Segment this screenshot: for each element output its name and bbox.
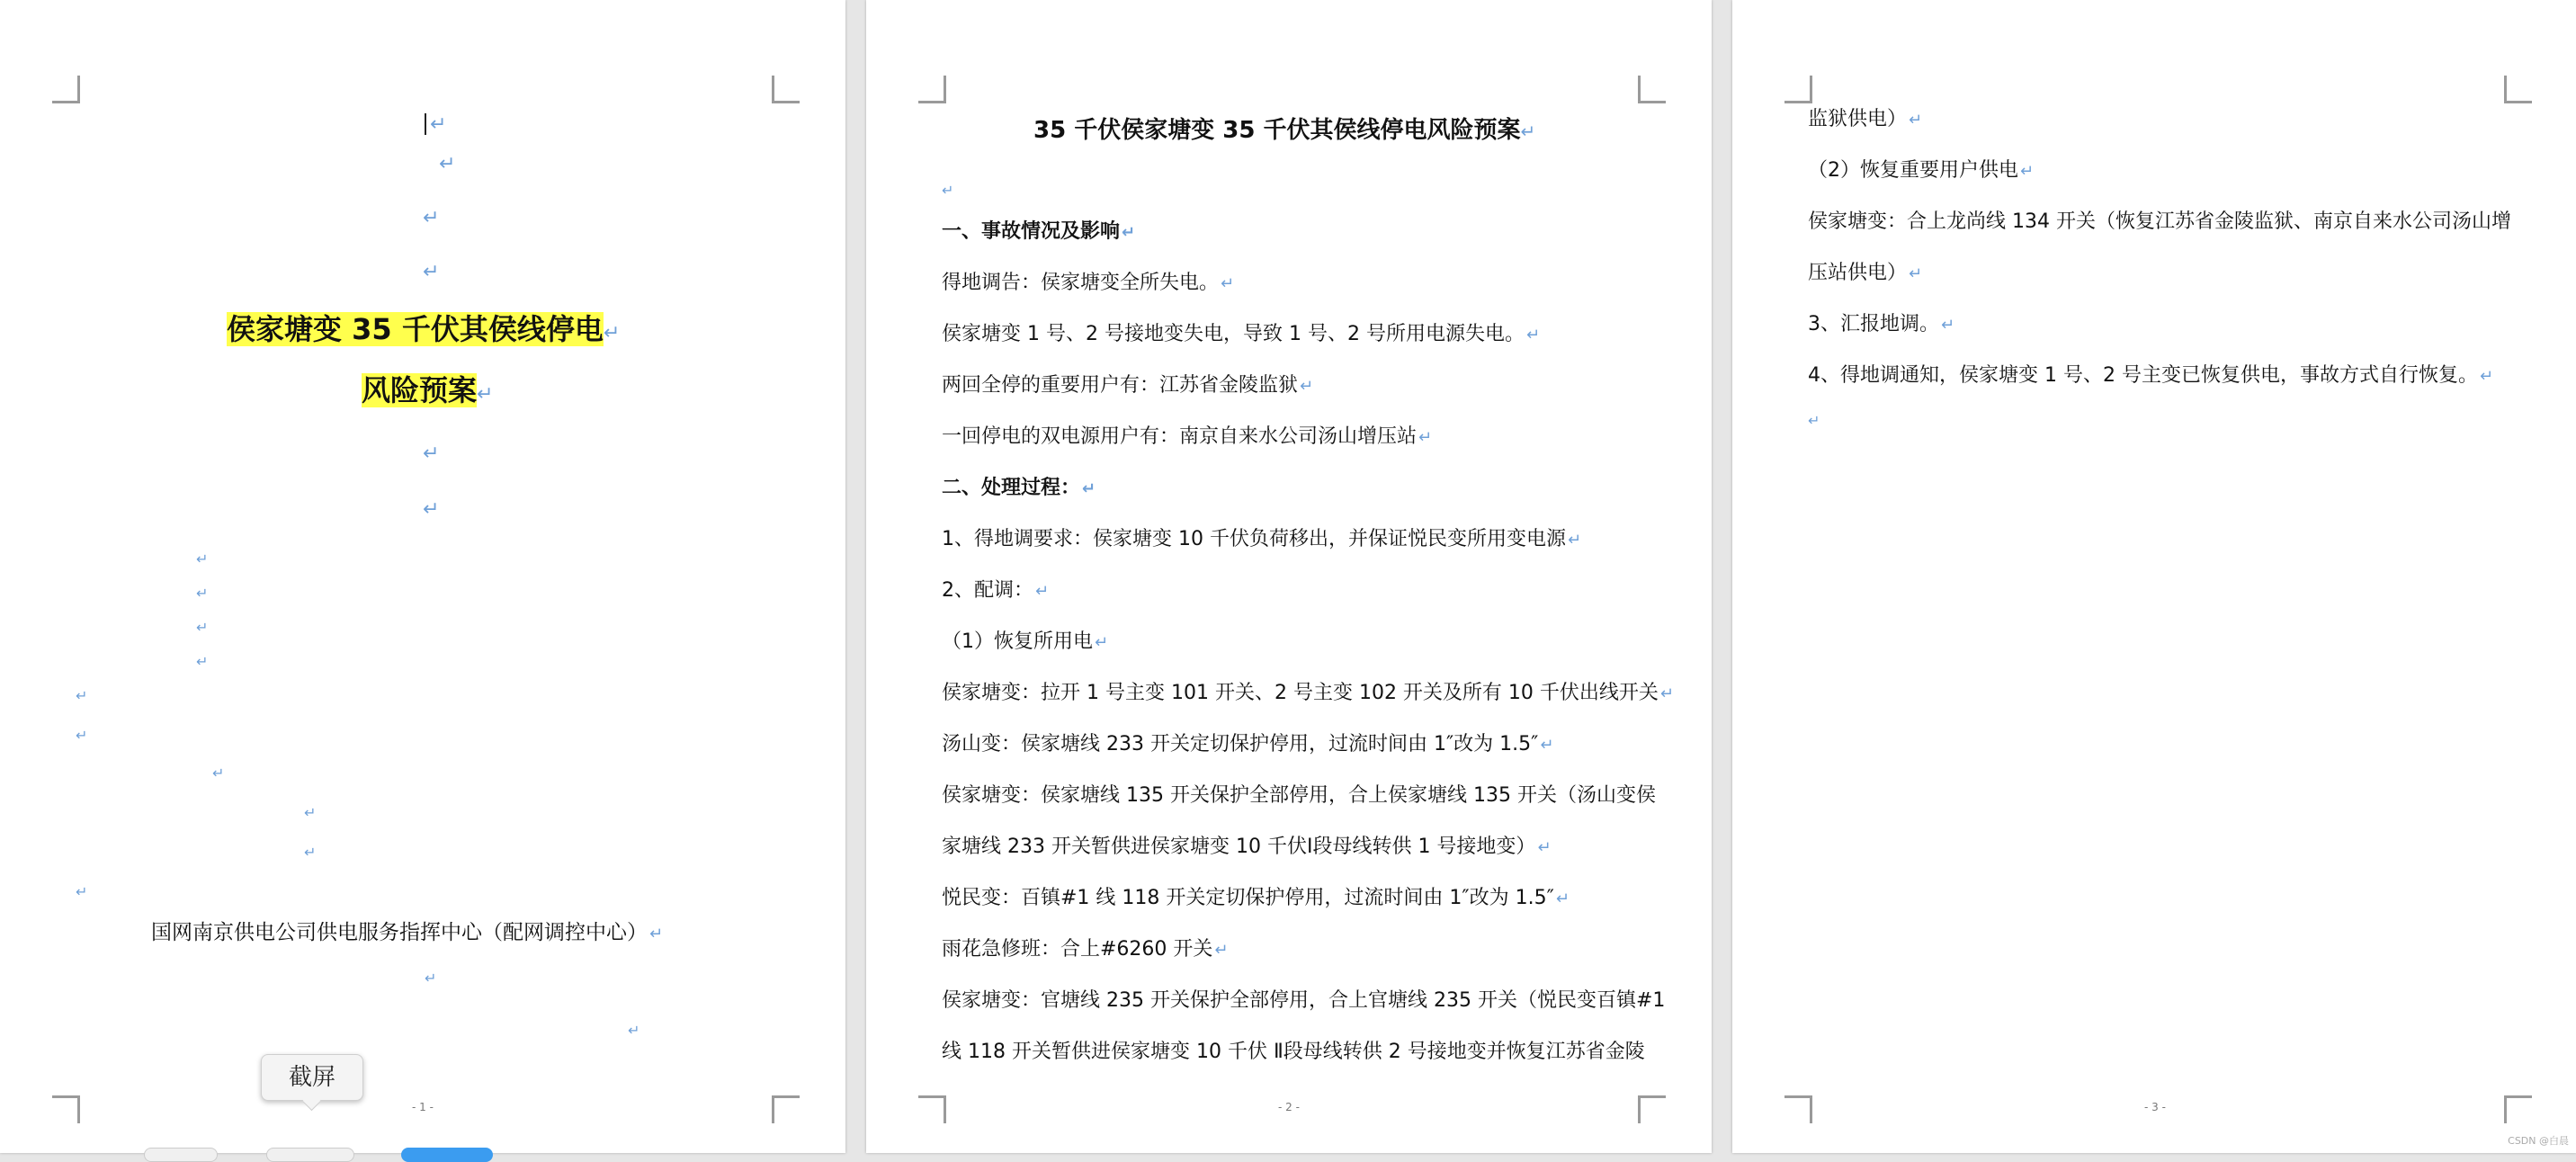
- body-line: [1808, 106, 1922, 133]
- section-heading: [942, 219, 1135, 246]
- paragraph-mark: ↵: [1567, 531, 1582, 550]
- crop-mark: [772, 76, 800, 103]
- paragraph-mark: ↵: [76, 687, 88, 704]
- paragraph-mark: ↵: [1300, 377, 1314, 396]
- body-line: [1808, 209, 2511, 236]
- document-page-1: [0, 0, 845, 1153]
- dock-button-active[interactable]: [401, 1148, 493, 1162]
- paragraph-mark: ↵: [1418, 428, 1433, 447]
- org-text: 国网南京供电公司供电服务指挥中心（配网调控中心）: [151, 921, 648, 944]
- line-text: 家塘线 233 开关暂供进侯家塘变 10 千伏Ⅰ段母线转供 1 号接地变）: [942, 836, 1536, 858]
- crop-mark: [918, 1095, 946, 1123]
- line-text: 雨花急修班：合上#6260 开关: [942, 938, 1213, 961]
- paragraph-mark: ↵: [628, 1022, 640, 1039]
- crop-mark: [2504, 1095, 2532, 1123]
- line-text: 监狱供电）: [1808, 108, 1908, 130]
- line-text: 汤山变：侯家塘线 233 开关定切保护停用，过流时间由 1″改为 1.5″: [942, 733, 1539, 755]
- body-line: [942, 526, 1581, 553]
- body-line: [942, 372, 1313, 399]
- paragraph-mark: ↵: [196, 619, 209, 636]
- paragraph-mark: ↵: [1537, 838, 1552, 857]
- paragraph-mark: ↵: [430, 113, 447, 136]
- line-text: 两回全停的重要用户有：江苏省金陵监狱: [942, 374, 1299, 397]
- paragraph-mark: ↵: [1221, 274, 1235, 293]
- paragraph-mark: ↵: [649, 925, 664, 943]
- body-line: [942, 731, 1553, 758]
- paragraph-mark: ↵: [423, 498, 440, 521]
- body-line: [942, 577, 1049, 604]
- paragraph-mark: ↵: [423, 261, 440, 283]
- body-line: [942, 270, 1234, 297]
- body-line: [942, 988, 1665, 1015]
- paragraph-mark: ↵: [2479, 367, 2494, 386]
- page-number: - 2 -: [1278, 1101, 1300, 1113]
- paragraph-mark: ↵: [196, 585, 209, 602]
- paragraph-mark: ↵: [942, 182, 954, 199]
- line-text: 4、得地调通知，侯家塘变 1 号、2 号主变已恢复供电，事故方式自行恢复。: [1808, 364, 2478, 387]
- body-line: [1808, 260, 1922, 287]
- paragraph-mark: ↵: [1214, 941, 1229, 960]
- paragraph-mark: ↵: [304, 804, 317, 821]
- crop-mark: [52, 76, 80, 103]
- paragraph-mark: ↵: [1082, 479, 1096, 498]
- cover-title-line-1: [227, 309, 620, 349]
- body-line: [942, 424, 1432, 451]
- organization-name: [151, 919, 663, 946]
- paragraph-mark: ↵: [196, 653, 209, 670]
- paragraph-mark: ↵: [1095, 633, 1109, 652]
- paragraph-mark: ↵: [2020, 162, 2035, 181]
- line-text: 悦民变：百镇#1 线 118 开关定切保护停用，过流时间由 1″改为 1.5″: [942, 887, 1554, 909]
- paragraph-mark: ↵: [1909, 111, 1923, 130]
- line-text: 得地调告：侯家塘变全所失电。: [942, 272, 1220, 294]
- paragraph-mark: ↵: [1540, 736, 1554, 755]
- crop-mark: [1784, 1095, 1812, 1123]
- paragraph-mark: ↵: [1520, 121, 1536, 142]
- paragraph-mark: ↵: [1555, 889, 1570, 908]
- cover-title-line-2: [362, 371, 493, 410]
- crop-mark: [1638, 1095, 1666, 1123]
- screenshot-tooltip[interactable]: 截屏: [261, 1054, 363, 1101]
- line-text: （1）恢复所用电: [942, 630, 1093, 653]
- body-line: [1808, 157, 2034, 184]
- paragraph-mark: ↵: [304, 844, 317, 861]
- line-text: 一、事故情况及影响: [942, 220, 1121, 243]
- page-number: - 3 -: [2144, 1101, 2166, 1113]
- paragraph-mark: ↵: [1122, 223, 1136, 242]
- line-text: 线 118 开关暂供进侯家塘变 10 千伏 Ⅱ段母线转供 2 号接地变并恢复江苏省金陵: [942, 1041, 1645, 1063]
- dock-button[interactable]: [144, 1148, 218, 1162]
- paragraph-mark: ↵: [1941, 316, 1955, 335]
- document-page-3: [1732, 0, 2576, 1153]
- line-text: 1、得地调要求：侯家塘变 10 千伏负荷移出，并保证悦民变所用变电源: [942, 528, 1566, 550]
- paragraph-mark: ↵: [1659, 684, 1675, 703]
- body-line: [942, 680, 1674, 707]
- paragraph-mark: ↵: [603, 322, 621, 344]
- crop-mark: [2504, 76, 2532, 103]
- paragraph-mark: ↵: [1909, 264, 1923, 283]
- body-line: [942, 321, 1540, 348]
- paragraph-mark: ↵: [212, 764, 225, 782]
- body-line: [942, 1039, 1645, 1066]
- paragraph-mark: ↵: [439, 153, 456, 175]
- watermark: CSDN @白晨: [2508, 1135, 2569, 1147]
- crop-mark: [52, 1095, 80, 1123]
- paragraph-mark: ↵: [76, 727, 88, 744]
- document-title-text: 35 千伏侯家塘变 35 千伏其侯线停电风险预案: [1033, 117, 1521, 144]
- line-text: 侯家塘变：拉开 1 号主变 101 开关、2 号主变 102 开关及所有 10 千伏出线开关: [942, 682, 1659, 704]
- page-number: - 1 -: [412, 1101, 434, 1113]
- line-text: 3、汇报地调。: [1808, 313, 1939, 335]
- body-line: [942, 782, 1656, 809]
- dock-button[interactable]: [266, 1148, 354, 1162]
- line-text: 2、配调：: [942, 579, 1033, 602]
- line-text: 侯家塘变：官塘线 235 开关保护全部停用，合上官塘线 235 开关（悦民变百镇#1: [942, 989, 1666, 1012]
- cover-title-text: 风险预案: [362, 373, 478, 407]
- paragraph-mark: ↵: [477, 383, 494, 406]
- line-text: 二、处理过程：: [942, 477, 1081, 499]
- line-text: 侯家塘变：侯家塘线 135 开关保护全部停用，合上侯家塘线 135 开关（汤山变侯: [942, 784, 1656, 807]
- cover-title-text: 侯家塘变 35 千伏其侯线停电: [227, 312, 604, 346]
- paragraph-mark: ↵: [423, 442, 440, 465]
- section-heading: [942, 475, 1096, 502]
- crop-mark: [1638, 76, 1666, 103]
- body-line: [942, 629, 1108, 656]
- paragraph-mark: ↵: [76, 883, 88, 900]
- document-title: [1033, 112, 1535, 145]
- crop-mark: [1784, 76, 1812, 103]
- paragraph-mark: ↵: [423, 207, 440, 229]
- line-text: 压站供电）: [1808, 262, 1908, 284]
- body-line: [942, 885, 1570, 912]
- paragraph-mark: ↵: [1035, 582, 1050, 601]
- crop-mark: [772, 1095, 800, 1123]
- paragraph-mark: ↵: [196, 550, 209, 568]
- body-line: [1808, 311, 1954, 338]
- paragraph-mark: ↵: [1525, 326, 1541, 344]
- document-page-2: [866, 0, 1712, 1153]
- paragraph-mark: ↵: [425, 970, 437, 987]
- line-text: 侯家塘变：合上龙尚线 134 开关（恢复江苏省金陵监狱、南京自来水公司汤山增: [1808, 210, 2511, 233]
- body-line: [942, 936, 1229, 963]
- body-line: [1808, 362, 2493, 389]
- paragraph-mark: ↵: [1808, 412, 1820, 429]
- crop-mark: [918, 76, 946, 103]
- line-text: （2）恢复重要用户供电: [1808, 159, 2018, 182]
- body-line: [942, 834, 1552, 861]
- line-text: 侯家塘变 1 号、2 号接地变失电，导致 1 号、2 号所用电源失电。: [942, 323, 1525, 345]
- line-text: 一回停电的双电源用户有：南京自来水公司汤山增压站: [942, 425, 1418, 448]
- text-cursor: [425, 113, 426, 135]
